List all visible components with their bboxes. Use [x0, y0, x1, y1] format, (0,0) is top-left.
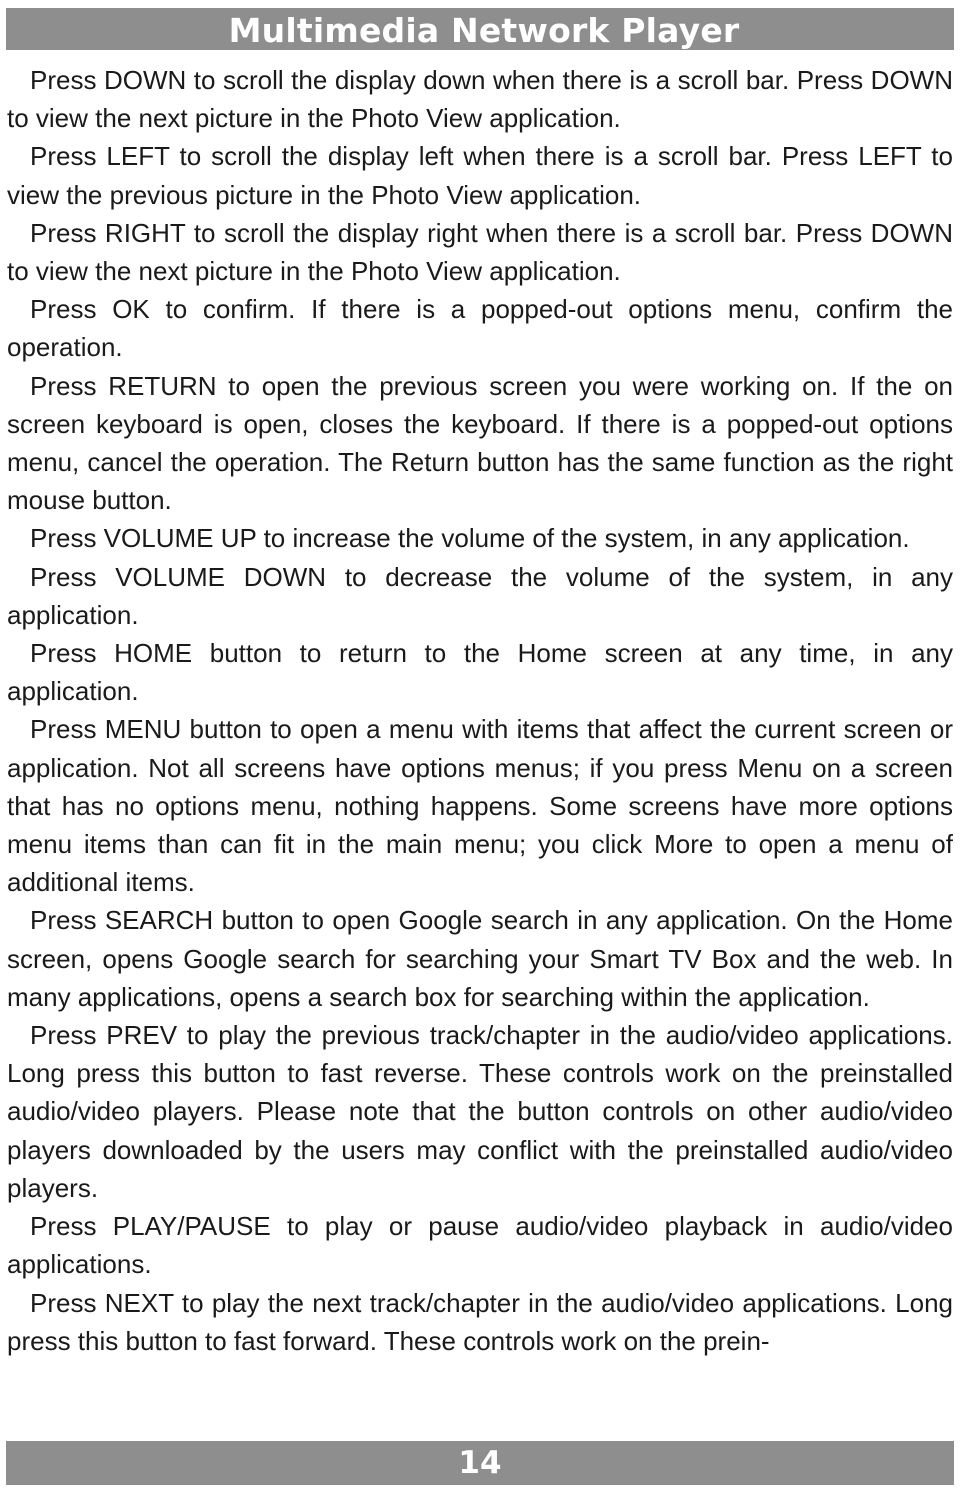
paragraph-return: Press RETURN to open the previous screen you were working on. If the on screen keyboard is open, closes the keyboard. If there is a popped-out options menu, cancel the operation. The Return button has the same function as the right mouse button. — [7, 370, 953, 516]
header-bar — [6, 8, 954, 50]
paragraph-left: Press LEFT to scroll the display left when there is a scroll bar. Press LEFT to view the previous picture in the Photo View application. — [7, 141, 953, 210]
paragraph-next: Press NEXT to play the next track/chapter in the audio/video applications. Long press this button to fast forward. These controls work on the prein- — [7, 1287, 953, 1356]
paragraph-menu: Press MENU button to open a menu with items that affect the current screen or application. Not all screens have options menus; if you press Menu on a screen that has no options menu, nothing happens. Some screens have more options menu items than can fit in the main menu; you click More to open a menu of additional items. — [7, 714, 953, 898]
page-title: Multimedia Network Player — [228, 11, 740, 50]
page-number: 14 — [458, 1445, 502, 1481]
paragraph-play-pause: Press PLAY/PAUSE to play or pause audio/video playback in audio/video applications. — [7, 1211, 953, 1280]
paragraph-search: Press SEARCH button to open Google search in any application. On the Home screen, opens Google search for searching your Smart TV Box and the web. In many applications, opens a search box for searching within the application. — [7, 905, 953, 1012]
paragraph-ok: Press OK to confirm. If there is a popped-out options menu, confirm the operation. — [7, 294, 953, 363]
paragraph-down: Press DOWN to scroll the display down when there is a scroll bar. Press DOWN to view the next picture in the Photo View application. — [7, 65, 953, 134]
paragraph-home: Press HOME button to return to the Home screen at any time, in any application. — [7, 638, 953, 707]
footer-bar — [6, 1441, 954, 1485]
paragraph-prev: Press PREV to play the previous track/chapter in the audio/video applications. Long press this button to fast reverse. These controls work on the preinstalled audio/video players. Please note that the button controls on other audio/video players downloaded by the users may conflict with the preinstalled audio/video players. — [7, 1020, 953, 1203]
manual-body — [7, 61, 953, 1435]
paragraph-volume-up: Press VOLUME UP to increase the volume of the system, in any application. — [30, 523, 910, 554]
paragraph-right: Press RIGHT to scroll the display right when there is a scroll bar. Press DOWN to view the next picture in the Photo View application. — [7, 217, 953, 287]
paragraph-volume-down: Press VOLUME DOWN to decrease the volume of the system, in any application. — [7, 561, 953, 630]
